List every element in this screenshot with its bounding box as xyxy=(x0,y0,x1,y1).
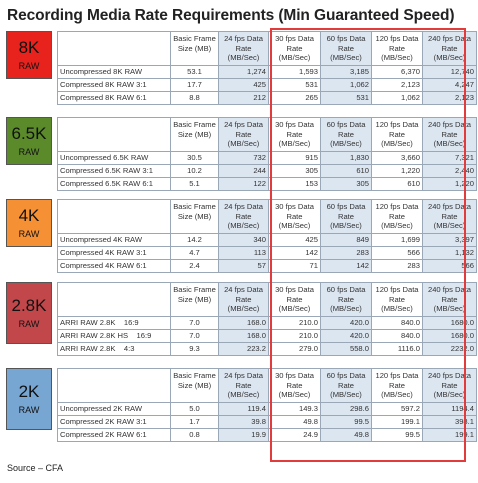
format-cell: Compressed 2K RAW 6:1 xyxy=(58,428,171,441)
rate-60fps-cell: 420.0 xyxy=(321,316,372,329)
rate-24fps-cell: 340 xyxy=(219,233,269,246)
rate-24fps-cell: 39.8 xyxy=(219,415,269,428)
table-header-row xyxy=(58,200,477,234)
table-row xyxy=(58,151,477,164)
format-cell: Compressed 4K RAW 6:1 xyxy=(58,259,171,272)
header-24fps: 24 fps Data Rate (MB/Sec) xyxy=(219,32,269,66)
rate-60fps-cell: 142 xyxy=(321,259,372,272)
rate-60fps-cell: 610 xyxy=(321,164,372,177)
header-120fps: 120 fps Data Rate (MB/Sec) xyxy=(372,32,423,66)
rate-table-8k xyxy=(57,31,477,105)
table-row xyxy=(58,246,477,259)
frame-size-cell: 53.1 xyxy=(171,65,219,78)
table-row xyxy=(58,78,477,91)
section-6-5k xyxy=(6,117,474,191)
table-row xyxy=(58,342,477,355)
rate-24fps-cell: 244 xyxy=(219,164,269,177)
header-60fps: 60 fps Data Rate (MB/Sec) xyxy=(321,32,372,66)
rate-120fps-cell: 283 xyxy=(372,259,423,272)
header-30fps: 30 fps Data Rate (MB/Sec) xyxy=(269,118,321,152)
rate-24fps-cell: 1,274 xyxy=(219,65,269,78)
rate-24fps-cell: 168.0 xyxy=(219,316,269,329)
rate-120fps-cell: 2,123 xyxy=(372,78,423,91)
rate-24fps-cell: 119.4 xyxy=(219,402,269,415)
badge-raw: RAW xyxy=(18,147,40,157)
header-240fps: 240 fps Data Rate (MB/Sec) xyxy=(423,283,477,317)
table-row xyxy=(58,65,477,78)
rate-30fps-cell: 915 xyxy=(269,151,321,164)
rate-24fps-cell: 425 xyxy=(219,78,269,91)
table-row xyxy=(58,164,477,177)
rate-24fps-cell: 168.0 xyxy=(219,329,269,342)
resolution-badge-2k xyxy=(6,368,52,430)
rate-240fps-cell: 12,740 xyxy=(423,65,477,78)
table-row xyxy=(58,316,477,329)
table-header-row xyxy=(58,369,477,403)
table-row xyxy=(58,177,477,190)
rate-30fps-cell: 142 xyxy=(269,246,321,259)
header-60fps: 60 fps Data Rate (MB/Sec) xyxy=(321,118,372,152)
frame-size-cell: 0.8 xyxy=(171,428,219,441)
badge-resolution: 6.5K xyxy=(11,124,47,143)
frame-size-cell: 2.4 xyxy=(171,259,219,272)
rate-240fps-cell: 566 xyxy=(423,259,477,272)
rate-30fps-cell: 49.8 xyxy=(269,415,321,428)
page-title: Recording Media Rate Requirements (Min Guaranteed Speed) xyxy=(7,7,455,24)
rate-30fps-cell: 149.3 xyxy=(269,402,321,415)
rate-30fps-cell: 153 xyxy=(269,177,321,190)
frame-size-cell: 4.7 xyxy=(171,246,219,259)
rate-30fps-cell: 425 xyxy=(269,233,321,246)
rate-24fps-cell: 212 xyxy=(219,91,269,104)
rate-240fps-cell: 199.1 xyxy=(423,428,477,441)
rate-240fps-cell: 1194.4 xyxy=(423,402,477,415)
table-header-row xyxy=(58,283,477,317)
header-120fps: 120 fps Data Rate (MB/Sec) xyxy=(372,283,423,317)
rate-120fps-cell: 597.2 xyxy=(372,402,423,415)
format-cell: Uncompressed 4K RAW xyxy=(58,233,171,246)
section-8k xyxy=(6,31,474,105)
rate-120fps-cell: 1,220 xyxy=(372,164,423,177)
header-30fps: 30 fps Data Rate (MB/Sec) xyxy=(269,369,321,403)
rate-table-2-8k xyxy=(57,282,477,356)
rate-240fps-cell: 2,440 xyxy=(423,164,477,177)
rate-120fps-cell: 566 xyxy=(372,246,423,259)
format-cell: Uncompressed 2K RAW xyxy=(58,402,171,415)
format-cell: Compressed 6.5K RAW 3:1 xyxy=(58,164,171,177)
badge-resolution: 2.8K xyxy=(11,296,47,315)
rate-60fps-cell: 1,830 xyxy=(321,151,372,164)
format-cell: Compressed 8K RAW 6:1 xyxy=(58,91,171,104)
header-30fps: 30 fps Data Rate (MB/Sec) xyxy=(269,283,321,317)
rate-30fps-cell: 531 xyxy=(269,78,321,91)
table-header-row xyxy=(58,32,477,66)
rate-60fps-cell: 1,062 xyxy=(321,78,372,91)
badge-raw: RAW xyxy=(18,61,40,71)
resolution-badge-4k xyxy=(6,199,52,247)
rate-60fps-cell: 283 xyxy=(321,246,372,259)
rate-table-6-5k xyxy=(57,117,477,191)
rate-30fps-cell: 305 xyxy=(269,164,321,177)
rate-60fps-cell: 558.0 xyxy=(321,342,372,355)
header-120fps: 120 fps Data Rate (MB/Sec) xyxy=(372,118,423,152)
rate-60fps-cell: 420.0 xyxy=(321,329,372,342)
table-header-row xyxy=(58,118,477,152)
header-24fps: 24 fps Data Rate (MB/Sec) xyxy=(219,369,269,403)
rate-120fps-cell: 6,370 xyxy=(372,65,423,78)
rate-24fps-cell: 19.9 xyxy=(219,428,269,441)
header-24fps: 24 fps Data Rate (MB/Sec) xyxy=(219,200,269,234)
format-cell: Compressed 6.5K RAW 6:1 xyxy=(58,177,171,190)
rate-240fps-cell: 398.1 xyxy=(423,415,477,428)
resolution-badge-2-8k xyxy=(6,282,52,344)
rate-60fps-cell: 298.6 xyxy=(321,402,372,415)
header-60fps: 60 fps Data Rate (MB/Sec) xyxy=(321,369,372,403)
rate-60fps-cell: 99.5 xyxy=(321,415,372,428)
rate-30fps-cell: 71 xyxy=(269,259,321,272)
rate-24fps-cell: 122 xyxy=(219,177,269,190)
header-24fps: 24 fps Data Rate (MB/Sec) xyxy=(219,283,269,317)
header-120fps: 120 fps Data Rate (MB/Sec) xyxy=(372,369,423,403)
header-240fps: 240 fps Data Rate (MB/Sec) xyxy=(423,118,477,152)
header-240fps: 240 fps Data Rate (MB/Sec) xyxy=(423,32,477,66)
badge-raw: RAW xyxy=(18,229,40,239)
frame-size-cell: 1.7 xyxy=(171,415,219,428)
frame-size-cell: 17.7 xyxy=(171,78,219,91)
header-120fps: 120 fps Data Rate (MB/Sec) xyxy=(372,200,423,234)
header-frame-size: Basic Frame Size (MB) xyxy=(171,283,219,317)
badge-raw: RAW xyxy=(18,405,40,415)
header-24fps: 24 fps Data Rate (MB/Sec) xyxy=(219,118,269,152)
rate-240fps-cell: 1680.0 xyxy=(423,316,477,329)
rate-240fps-cell: 1,132 xyxy=(423,246,477,259)
rate-30fps-cell: 24.9 xyxy=(269,428,321,441)
header-frame-size: Basic Frame Size (MB) xyxy=(171,369,219,403)
badge-resolution: 4K xyxy=(18,206,40,225)
resolution-badge-8k xyxy=(6,31,52,79)
rate-120fps-cell: 1116.0 xyxy=(372,342,423,355)
rate-table-2k xyxy=(57,368,477,442)
table-row xyxy=(58,402,477,415)
rate-120fps-cell: 3,660 xyxy=(372,151,423,164)
rate-30fps-cell: 210.0 xyxy=(269,316,321,329)
rate-120fps-cell: 1,062 xyxy=(372,91,423,104)
rate-240fps-cell: 3,397 xyxy=(423,233,477,246)
rate-240fps-cell: 2,123 xyxy=(423,91,477,104)
table-row xyxy=(58,91,477,104)
format-cell: Compressed 2K RAW 3:1 xyxy=(58,415,171,428)
rate-120fps-cell: 840.0 xyxy=(372,329,423,342)
header-frame-size: Basic Frame Size (MB) xyxy=(171,32,219,66)
header-60fps: 60 fps Data Rate (MB/Sec) xyxy=(321,200,372,234)
format-cell: Compressed 4K RAW 3:1 xyxy=(58,246,171,259)
rate-30fps-cell: 265 xyxy=(269,91,321,104)
frame-size-cell: 14.2 xyxy=(171,233,219,246)
rate-60fps-cell: 531 xyxy=(321,91,372,104)
rate-60fps-cell: 849 xyxy=(321,233,372,246)
rate-24fps-cell: 732 xyxy=(219,151,269,164)
format-cell: ARRI RAW 2.8K 16:9 xyxy=(58,316,171,329)
section-2k xyxy=(6,368,474,442)
rate-120fps-cell: 610 xyxy=(372,177,423,190)
table-row xyxy=(58,428,477,441)
rate-24fps-cell: 223.2 xyxy=(219,342,269,355)
frame-size-cell: 8.8 xyxy=(171,91,219,104)
rate-24fps-cell: 113 xyxy=(219,246,269,259)
table-row xyxy=(58,233,477,246)
section-4k xyxy=(6,199,474,273)
rate-60fps-cell: 3,185 xyxy=(321,65,372,78)
header-30fps: 30 fps Data Rate (MB/Sec) xyxy=(269,200,321,234)
frame-size-cell: 5.0 xyxy=(171,402,219,415)
rate-120fps-cell: 1,699 xyxy=(372,233,423,246)
frame-size-cell: 9.3 xyxy=(171,342,219,355)
header-30fps: 30 fps Data Rate (MB/Sec) xyxy=(269,32,321,66)
header-frame-size: Basic Frame Size (MB) xyxy=(171,118,219,152)
badge-raw: RAW xyxy=(18,319,40,329)
frame-size-cell: 7.0 xyxy=(171,329,219,342)
format-cell: ARRI RAW 2.8K HS 16:9 xyxy=(58,329,171,342)
header-frame-size: Basic Frame Size (MB) xyxy=(171,200,219,234)
rate-table-4k xyxy=(57,199,477,273)
table-row xyxy=(58,259,477,272)
header-240fps: 240 fps Data Rate (MB/Sec) xyxy=(423,369,477,403)
rate-240fps-cell: 7,321 xyxy=(423,151,477,164)
frame-size-cell: 5.1 xyxy=(171,177,219,190)
rate-60fps-cell: 305 xyxy=(321,177,372,190)
rate-240fps-cell: 2232.0 xyxy=(423,342,477,355)
format-cell: Compressed 8K RAW 3:1 xyxy=(58,78,171,91)
rate-120fps-cell: 99.5 xyxy=(372,428,423,441)
rate-240fps-cell: 1680.0 xyxy=(423,329,477,342)
frame-size-cell: 7.0 xyxy=(171,316,219,329)
badge-resolution: 8K xyxy=(18,38,40,57)
badge-resolution: 2K xyxy=(18,382,40,401)
section-2-8k xyxy=(6,282,474,356)
rate-30fps-cell: 279.0 xyxy=(269,342,321,355)
format-cell: Uncompressed 6.5K RAW xyxy=(58,151,171,164)
frame-size-cell: 10.2 xyxy=(171,164,219,177)
frame-size-cell: 30.5 xyxy=(171,151,219,164)
table-row xyxy=(58,329,477,342)
rate-120fps-cell: 840.0 xyxy=(372,316,423,329)
rate-30fps-cell: 210.0 xyxy=(269,329,321,342)
rate-24fps-cell: 57 xyxy=(219,259,269,272)
table-row xyxy=(58,415,477,428)
format-cell: Uncompressed 8K RAW xyxy=(58,65,171,78)
rate-60fps-cell: 49.8 xyxy=(321,428,372,441)
header-240fps: 240 fps Data Rate (MB/Sec) xyxy=(423,200,477,234)
resolution-badge-6-5k xyxy=(6,117,52,165)
rate-240fps-cell: 1,220 xyxy=(423,177,477,190)
rate-30fps-cell: 1,593 xyxy=(269,65,321,78)
rate-240fps-cell: 4,247 xyxy=(423,78,477,91)
format-cell: ARRI RAW 2.8K 4:3 xyxy=(58,342,171,355)
source-caption: Source – CFA xyxy=(7,463,64,473)
rate-120fps-cell: 199.1 xyxy=(372,415,423,428)
header-60fps: 60 fps Data Rate (MB/Sec) xyxy=(321,283,372,317)
